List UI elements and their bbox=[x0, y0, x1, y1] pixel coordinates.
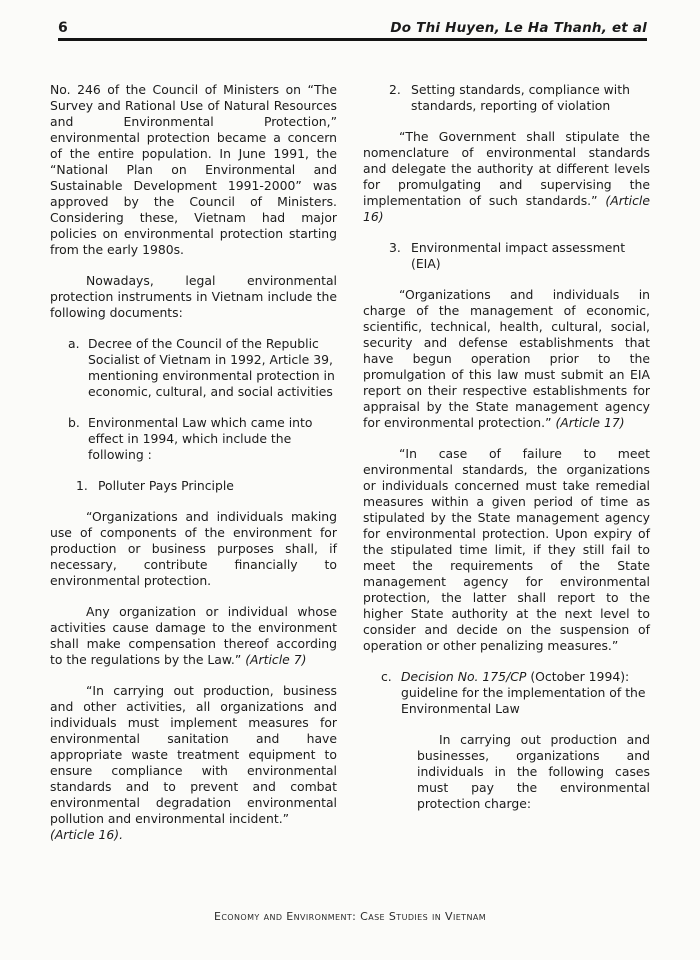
quote-text: “The Government shall stipulate the nomenclature of environmental standards and delegate the authority at different levels for promulgating and supervising the implementation of such standards.” bbox=[363, 129, 650, 208]
quote-text: Any organization or individual whose activities cause damage to the environment shall make compensation thereof according to the regulations by the Law.” bbox=[50, 604, 337, 667]
quote-paragraph-sanitation bbox=[50, 683, 337, 827]
decision-rest: (October 1994): guideline for the implementation of the Environmental Law bbox=[401, 669, 646, 716]
quote-paragraph-stipulate bbox=[363, 129, 650, 225]
list-item-a bbox=[50, 336, 337, 400]
list-marker-a: a. bbox=[68, 336, 80, 351]
list-item-c bbox=[363, 669, 650, 717]
paragraph-intro: No. 246 of the Council of Ministers on “The Survey and Rational Use of Natural Resources and Environmental Protection,” environmental protection became a concern of the entire population. In June 1991, the “National Plan on Environmental and Sustainable Development 1991-2000” was approved by the Council of Ministers. Considering these, Vietnam had major policies on environmental protection starting from the early 1980s. bbox=[50, 82, 337, 257]
numbered-heading-2 bbox=[363, 82, 650, 114]
article-citation-17: (Article 17) bbox=[555, 415, 625, 430]
quote-paragraph-failure bbox=[363, 446, 650, 654]
list-marker-c: c. bbox=[381, 669, 392, 684]
paragraph-nowadays: Nowadays, legal environmental protection instruments in Vietnam include the following documents: bbox=[50, 273, 337, 320]
right-column bbox=[363, 82, 650, 858]
list-item-b-text: Environmental Law which came into effect in 1994, which include the following : bbox=[88, 415, 313, 462]
left-column bbox=[50, 82, 337, 858]
article-citation-16b: (Article 16) bbox=[363, 193, 650, 224]
page-number: 6 bbox=[58, 20, 68, 36]
number-marker-1: 1. bbox=[76, 478, 88, 493]
nested-paragraph-charge: In carrying out production and businesses, organizations and individuals in the following cases must pay the environmental protection charge: bbox=[417, 732, 650, 811]
decision-title-italic: Decision No. 175/CP bbox=[401, 669, 527, 684]
article-citation-16: (Article 16). bbox=[50, 827, 124, 842]
book-title-footer: Economy and Environment: Case Studies in Vietnam bbox=[213, 910, 487, 923]
list-marker-b: b. bbox=[68, 415, 80, 430]
list-item-a-text: Decree of the Council of the Republic Socialist of Vietnam in 1992, Article 39, mentioning environmental protection in economic, cultural, and social activities bbox=[88, 336, 335, 399]
numbered-heading-2-text: Setting standards, compliance with standards, reporting of violation bbox=[411, 82, 630, 113]
numbered-heading-3-text: Environmental impact assessment (EIA) bbox=[411, 240, 626, 271]
quote-text: “Organizations and individuals in charge of the management of economic, scientific, technical, health, cultural, social, security and defense establishments that have begun operation prior to the promulgation of this law must submit an EIA report on their respective establishments for appraisal by the State management agency for environmental protection.” bbox=[363, 287, 650, 430]
numbered-heading-3 bbox=[363, 240, 650, 272]
number-marker-3: 3. bbox=[389, 240, 401, 255]
running-authors: Do Thi Huyen, Le Ha Thanh, et al bbox=[390, 20, 647, 36]
quote-paragraph-organizations bbox=[50, 509, 337, 589]
article-citation-7: (Article 7) bbox=[245, 652, 307, 667]
number-marker-2: 2. bbox=[389, 82, 401, 97]
list-item-c-text bbox=[401, 669, 646, 716]
quote-text: “In carrying out production, business and other activities, all organizations and individuals must implement measures for environmental sanitation and have appropriate waste treatment equipment to ensure compliance with environmental standards and to prevent and combat environmental degradation environmental pollution and environmental incident.” bbox=[50, 683, 337, 826]
page-header bbox=[58, 20, 647, 41]
quote-paragraph-compensation bbox=[50, 604, 337, 668]
quote-text: “Organizations and individuals making use of components of the environment for production or business purposes shall, if necessary, contribute financially to environmental protection. bbox=[50, 509, 337, 588]
article-citation-16-line bbox=[50, 827, 337, 843]
quote-paragraph-eia bbox=[363, 287, 650, 431]
numbered-heading-1-text: Polluter Pays Principle bbox=[98, 478, 234, 493]
list-item-b bbox=[50, 415, 337, 463]
two-column-body bbox=[50, 82, 650, 858]
page-footer bbox=[50, 905, 650, 924]
numbered-heading-1 bbox=[50, 478, 337, 494]
quote-text: “In case of failure to meet environmental standards, the organizations or individuals concerned must take remedial measures within a given period of time as stipulated by the State management agency for environmental protection. Upon expiry of the stipulated time limit, if they still fail to meet the requirements of the State management agency for environmental protection, the latter shall report to the higher State authority at the next level to consider and decide on the suspension of operation or other penalizing measures.” bbox=[363, 446, 650, 653]
